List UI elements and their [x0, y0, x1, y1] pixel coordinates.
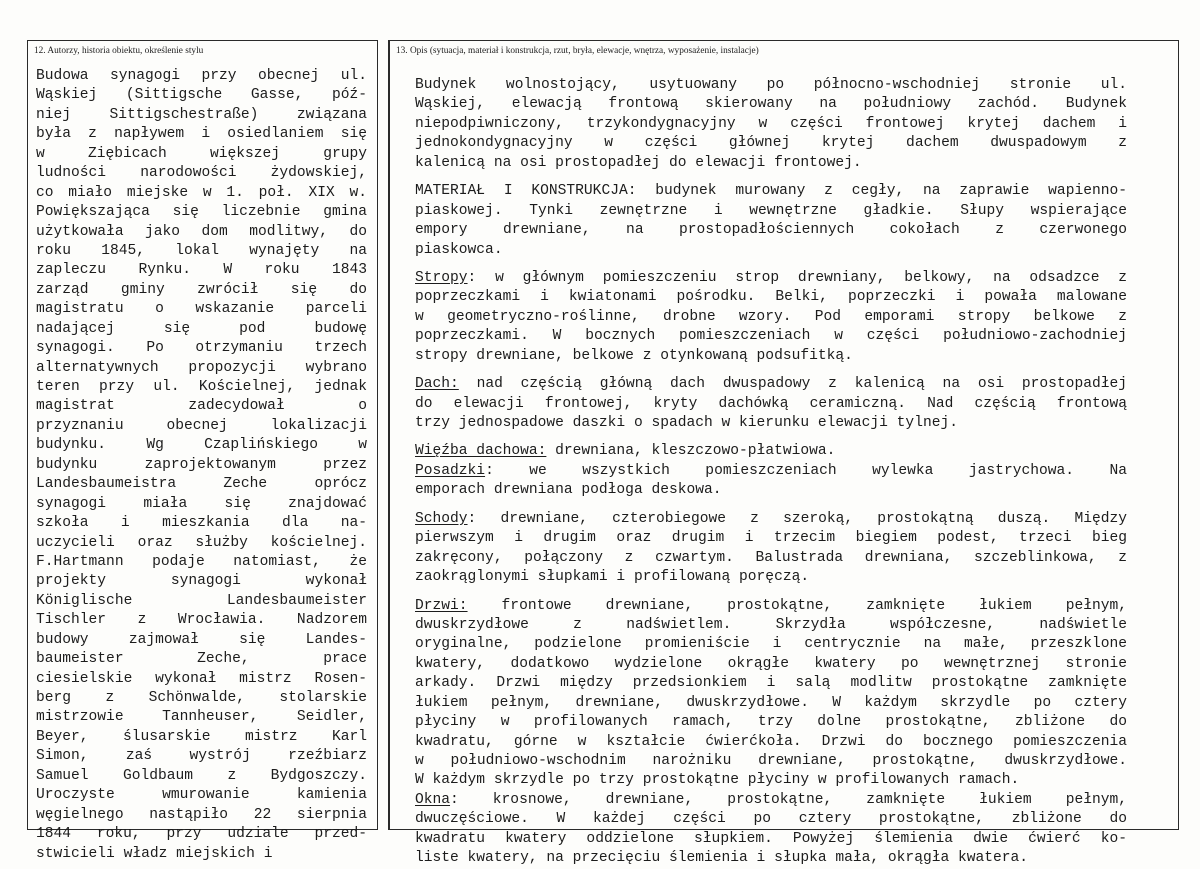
description-paragraph	[415, 510, 1127, 588]
description-line-with-label	[415, 791, 1127, 810]
description-line: zaokrąglonymi słupkami i profilowaną poręczą.	[415, 569, 810, 586]
history-line: szkoła i mieszkania dla na-	[36, 515, 367, 532]
section-label: Dach:	[415, 376, 459, 393]
description-line-with-label	[415, 375, 1127, 394]
history-line: magistratu o wskazanie parceli	[36, 301, 367, 318]
history-line: budynku zaprojektowanym przez	[36, 456, 367, 473]
description-line: dwuskrzydłowe z nadświetlem. Skrzydła współczesne, nadświetle	[415, 616, 1127, 633]
description-line: niepodpiwniczony, trzykondygnacyjny w części frontowej krytej dachem i	[415, 115, 1127, 132]
description-paragraph	[415, 791, 1127, 869]
history-line: budowy zajmował się Landes-	[36, 631, 367, 648]
description-line: liste kwatery, na przecięciu ślemienia i słupka mała, okrągła kwatera.	[415, 850, 1029, 867]
description-line: W każdym skrzydle po trzy prostokątne płyciny w profilowanych ramach.	[415, 772, 1020, 789]
description-line-with-label	[415, 442, 1127, 461]
history-line: ciesielskie wykonał mistrz Rosen-	[36, 670, 367, 687]
description-line-text: : drewniane, czterobiegowe z szeroką, prostokątną duszą. Między	[467, 510, 1127, 527]
description-line: MATERIAŁ I KONSTRUKCJA: budynek murowany z cegły, na zaprawie wapienno-	[415, 183, 1127, 200]
history-text	[36, 67, 367, 864]
description-line-text: nad częścią główną dach dwuspadowy z kalenicą na osi prostopadłej	[458, 376, 1127, 393]
section-label: Schody	[415, 510, 468, 527]
history-line: roku 1845, lokal wynajęty na	[36, 242, 367, 259]
description-paragraph	[415, 182, 1127, 260]
history-line: co miało miejske w 1. poł. XIX w.	[36, 184, 367, 201]
history-line: magistrat zadecydował o	[36, 398, 367, 415]
history-line: Wąskiej (Sittigsche Gasse, póź-	[36, 87, 367, 104]
history-line: Uroczyste wmurowanie kamienia	[36, 787, 367, 804]
history-line: nadającej się pod budowę	[36, 320, 367, 337]
description-line-with-label	[415, 597, 1127, 616]
description-line: arkady. Drzwi między przedsionkiem i salą modlitw prostokątne zamknięte	[415, 675, 1127, 692]
description-line: trzy jednospadowe daszki o spadach w kierunku elewacji tylnej.	[415, 415, 958, 431]
history-line: Landesbaumeistra Zeche oprócz	[36, 476, 367, 493]
history-line: Beyer, ślusarskie mistrz Karl	[36, 728, 367, 745]
history-line: Powiększająca się liczebnie gmina	[36, 204, 367, 221]
history-line: baumeister Zeche, prace	[36, 651, 367, 668]
description-line: kwadratu kwatery oddzielone słupkiem. Powyżej ślemienia dwie ćwierć ko-	[415, 830, 1127, 847]
history-line: przyznaniu obecnej lokalizacji	[36, 417, 367, 434]
section-13-header: 13. Opis (sytuacja, materiał i konstrukcja, rzut, bryła, elewacje, wnętrza, wyposażenie, instalacje)	[396, 46, 759, 56]
section-12-header: 12. Autorzy, historia obiektu, określenie stylu	[34, 46, 204, 56]
history-line: projekty synagogi wykonał	[36, 573, 367, 590]
history-line: alternatywnych propozycji wybrano	[36, 359, 367, 376]
description-line: empory drewniane, na prostopadłościennych cokołach z czerwonego	[415, 222, 1127, 239]
section-label: Posadzki	[415, 462, 486, 479]
description-line: w geometryczno-roślinne, drobne wzory. Pod emporami stropy belkowe z	[415, 308, 1127, 325]
description-line: poprzeczkami. W bocznych pomieszczeniach w części południowo-zachodniej	[415, 328, 1127, 345]
section-label: Stropy	[415, 269, 468, 286]
history-line: była z napływem i osiedlaniem się	[36, 126, 367, 143]
history-line: Budowa synagogi przy obecnej ul.	[36, 68, 367, 84]
history-line: 1844 roku, przy udziale przed-	[36, 826, 367, 843]
history-line: Tischler z Wrocławia. Nadzorem	[36, 612, 367, 629]
history-line: Simon, zaś wystrój rzeźbiarz	[36, 748, 367, 765]
description-paragraph	[415, 462, 1127, 501]
history-line: niej Sittigschestraße) związana	[36, 106, 367, 123]
description-line-text: : w głównym pomieszczeniu strop drewniany, belkowy, na odsadzce z	[467, 269, 1127, 286]
history-line: użytkowała jako dom modlitwy, do	[36, 223, 367, 240]
history-line: ludności narodowości żydowskiej,	[36, 165, 367, 182]
description-paragraph	[415, 597, 1127, 791]
section-label: Drzwi:	[415, 597, 468, 614]
description-line: dwuczęściowe. W każdej części po cztery prostokątne, zbliżone do	[415, 811, 1127, 828]
description-text	[415, 76, 1127, 869]
description-paragraph	[415, 269, 1127, 366]
description-line: płyciny w profilowanych ramach, trzy dolne prostokątne, zbliżone do	[415, 714, 1127, 731]
description-line: poprzeczkami i kwiatonami pośrodku. Belki, poprzeczki i powała malowane	[415, 289, 1127, 306]
description-line: jednokondygnacyjny w części głównej krytej dachem dwuspadowym z	[415, 135, 1127, 152]
history-line: budynku. Wg Czaplińskiego w	[36, 437, 367, 454]
description-line: pierwszym i drugim oraz drugim i trzecim biegiem podest, trzeci bieg	[415, 530, 1127, 547]
history-line: berg z Schönwalde, stolarskie	[36, 690, 367, 706]
history-line: Königlische Landesbaumeister	[36, 592, 367, 609]
history-line: stwicieli władz miejskich i	[36, 845, 273, 862]
description-line: piaskowca.	[415, 241, 503, 258]
description-line-text: frontowe drewniane, prostokątne, zamknięte łukiem pełnym,	[467, 597, 1127, 614]
history-line: w Ziębicach większej grupy	[36, 145, 367, 162]
description-line: łukiem pełnym, drewniane, dwuskrzydłowe. W każdym skrzydle po cztery	[415, 694, 1127, 711]
description-line: emporach drewniana podłoga deskowa.	[415, 482, 722, 499]
description-line: kalenicą na osi prostopadłej do elewacji frontowej.	[415, 154, 862, 171]
description-line-with-label	[415, 462, 1127, 481]
description-line-text: : krosnowe, drewniane, prostokątne, zamknięte łukiem pełnym,	[450, 791, 1127, 808]
history-line: Samuel Goldbaum z Bydgoszczy.	[36, 767, 367, 784]
history-line: zapleczu Rynku. W roku 1843	[36, 262, 367, 279]
description-line: kwatery, dodatkowo wydzielone okrągłe kwatery po wewnętrznej stronie	[415, 655, 1127, 672]
history-line: zarząd gminy zwrócił się do	[36, 281, 367, 298]
history-line: mistrzowie Tannheuser, Seidler,	[36, 709, 367, 726]
history-line: uczycieli oraz służby kościelnej.	[36, 534, 367, 551]
description-line: do elewacji frontowej, kryty dachówką ceramiczną. Nad częścią frontową	[415, 395, 1127, 412]
description-line-text: drewniana, kleszczowo-płatwiowa.	[546, 443, 836, 460]
history-line: F.Hartmann podaje natomiast, że	[36, 553, 367, 570]
description-paragraph	[415, 76, 1127, 173]
description-line-text: : we wszystkich pomieszczeniach wylewka jastrychowa. Na	[485, 462, 1127, 479]
description-line: oryginalne, podzielone promieniście i centrycznie na małe, przeszklone	[415, 636, 1127, 653]
history-line: teren przy ul. Kościelnej, jednak	[36, 379, 367, 395]
description-line: Budynek wolnostojący, usytuowany po północno-wschodniej stronie ul.	[415, 77, 1127, 93]
section-label: Okna	[415, 791, 451, 808]
description-line: Wąskiej, elewacją frontową skierowany na południowy zachód. Budynek	[415, 96, 1127, 113]
description-line-with-label	[415, 269, 1127, 288]
description-paragraph	[415, 442, 1127, 461]
description-line: zakręcony, połączony z czwartym. Balustrada drewniana, szczeblinkowa, z	[415, 549, 1127, 566]
description-line-with-label	[415, 510, 1127, 529]
description-paragraph	[415, 375, 1127, 433]
column-divider	[377, 40, 389, 830]
history-line: synagogi. Po otrzymaniu trzech	[36, 340, 367, 357]
description-line: stropy drewniane, belkowe z otynkowaną podsufitką.	[415, 347, 853, 364]
description-line: w południowo-wschodnim narożniku drewniane, prostokątne, dwuskrzydłowe.	[415, 753, 1127, 769]
section-label: Więźba dachowa:	[415, 443, 547, 460]
history-line: węgielnego nastąpiło 22 sierpnia	[36, 806, 367, 823]
description-line: kwadratu, górne w kształcie ćwierćkoła. Drzwi do bocznego pomieszczenia	[415, 733, 1127, 750]
description-line: piaskowej. Tynki zewnętrzne i wewnętrzne gładkie. Słupy wspierające	[415, 202, 1127, 219]
history-line: synagogi miała się znajdować	[36, 495, 367, 512]
